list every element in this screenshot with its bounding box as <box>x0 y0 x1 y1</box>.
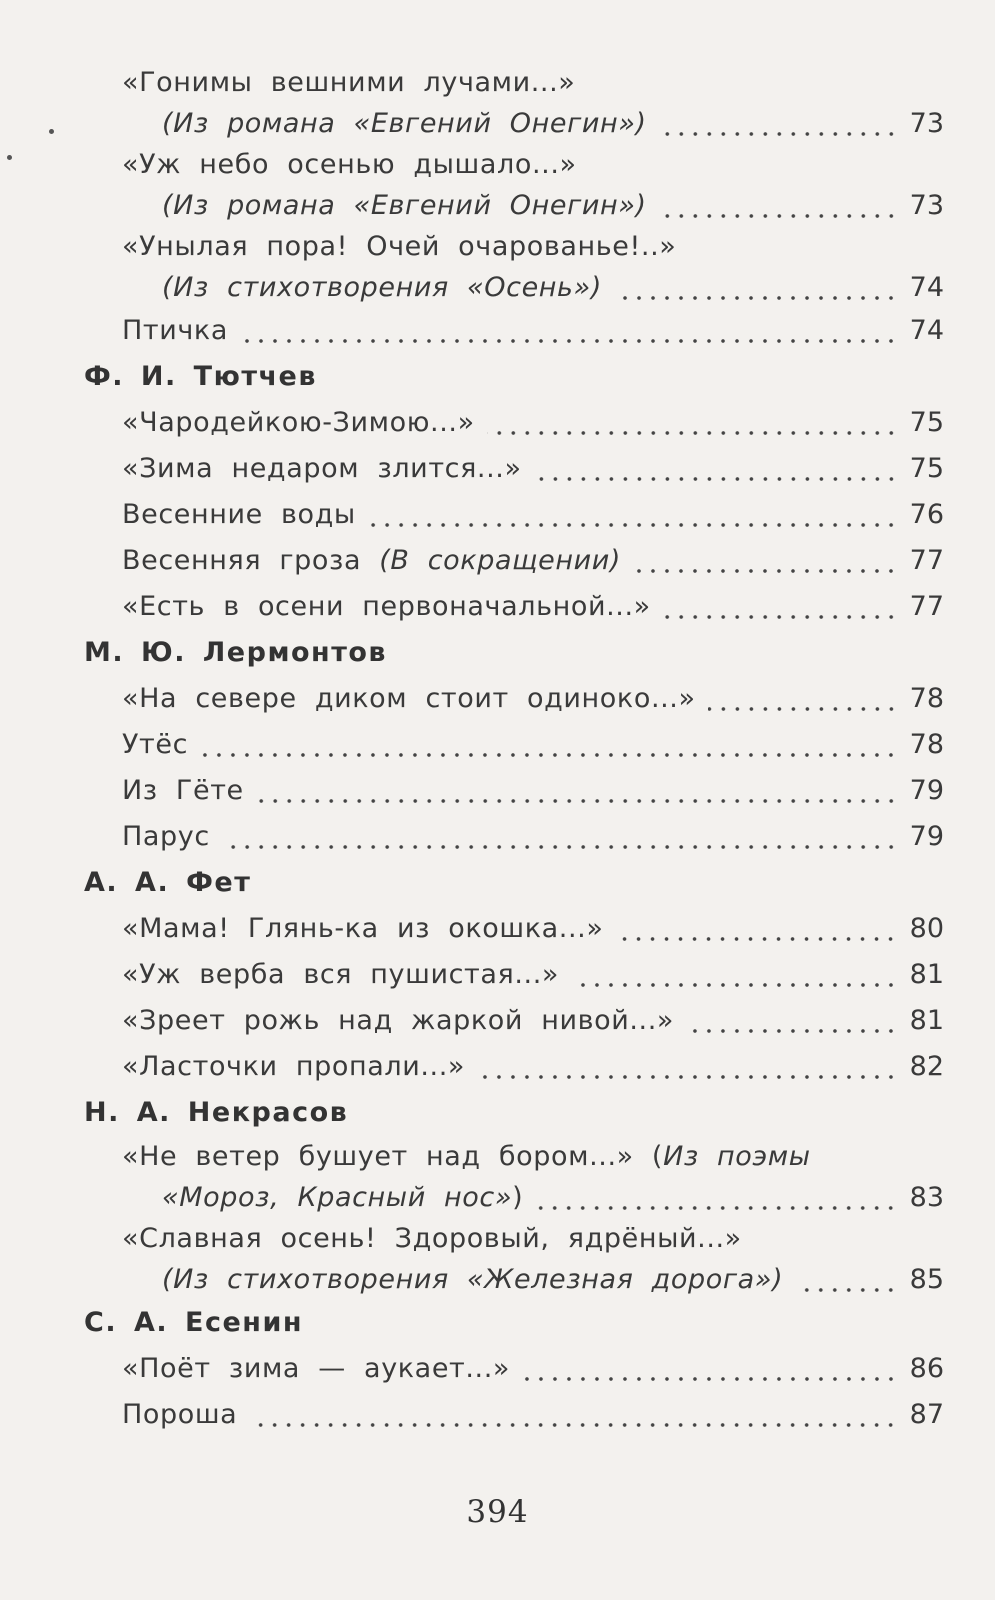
toc-entry-page: 76 <box>909 499 944 530</box>
toc-entry <box>84 998 944 1044</box>
table-of-contents <box>84 62 944 1438</box>
toc-entry <box>84 676 944 722</box>
print-speck <box>7 155 12 160</box>
toc-entry-title: «Поёт зима — аукает...» <box>122 1353 511 1384</box>
toc-entry-page: 86 <box>909 1353 944 1384</box>
toc-entry-line <box>122 768 944 814</box>
dot-leader <box>795 1288 898 1292</box>
toc-entry-title: «Не ветер бушует над бором...» ( <box>122 1141 664 1172</box>
toc-entry-title: Птичка <box>122 315 228 346</box>
toc-entry-line <box>122 1392 944 1438</box>
toc-entry <box>84 538 944 584</box>
toc-entry-line <box>122 1346 944 1392</box>
toc-entry-line <box>122 103 944 144</box>
toc-entry-page: 78 <box>909 729 944 760</box>
author-heading: Ф. И. Тютчев <box>84 361 317 392</box>
toc-entry-line <box>122 62 944 103</box>
toc-entry-page: 81 <box>909 1005 944 1036</box>
dot-leader <box>659 132 898 136</box>
toc-entry-line <box>122 1177 944 1218</box>
toc-entry-title: Парус <box>122 821 210 852</box>
toc-entry-line <box>122 584 944 630</box>
toc-entry-line <box>122 1044 944 1090</box>
toc-entry-page: 82 <box>909 1051 944 1082</box>
toc-entry-italic-note: Из поэмы <box>663 1141 811 1172</box>
toc-entry-page: 77 <box>909 591 944 622</box>
toc-entry-page: 79 <box>909 821 944 852</box>
author-heading: С. А. Есенин <box>84 1307 304 1338</box>
dot-leader <box>240 339 898 343</box>
toc-entry <box>84 1218 944 1300</box>
toc-entry <box>84 952 944 998</box>
dot-leader <box>659 214 898 218</box>
dot-leader <box>571 983 898 987</box>
toc-entry-title: «Чародейкою-Зимою...» <box>122 407 475 438</box>
toc-entry-title: «Уж верба вся пушистая...» <box>122 959 560 990</box>
toc-entry-line <box>122 952 944 998</box>
toc-entry-title: «Зима недаром злится...» <box>122 453 522 484</box>
dot-leader <box>633 569 898 573</box>
author-heading: М. Ю. Лермонтов <box>84 637 387 668</box>
toc-entry-title: «Ласточки пропали...» <box>122 1051 466 1082</box>
toc-entry-line <box>122 446 944 492</box>
dot-leader <box>535 1206 898 1210</box>
toc-entry-title: «Есть в осени первоначальной...» <box>122 591 651 622</box>
dot-leader <box>534 477 898 481</box>
toc-entry-source: (Из романа «Евгений Онегин») <box>162 190 647 221</box>
toc-entry-page: 79 <box>909 775 944 806</box>
toc-entry-line <box>122 267 944 308</box>
toc-entry-page: 75 <box>909 453 944 484</box>
toc-entry <box>84 1392 944 1438</box>
toc-entry <box>84 722 944 768</box>
toc-entry-title: Весенние воды <box>122 499 356 530</box>
dot-leader <box>200 753 898 757</box>
toc-entry-title: Пороша <box>122 1399 238 1430</box>
toc-entry <box>84 400 944 446</box>
toc-entry-source: (Из стихотворения «Осень») <box>162 272 602 303</box>
dot-leader <box>487 431 898 435</box>
dot-leader <box>222 845 898 849</box>
toc-entry-page: 77 <box>909 545 944 576</box>
dot-leader <box>249 1423 898 1427</box>
author-heading: А. А. Фет <box>84 867 252 898</box>
dot-leader <box>686 1029 898 1033</box>
toc-entry <box>84 226 944 308</box>
dot-leader <box>256 799 898 803</box>
toc-entry-page: 74 <box>909 315 944 346</box>
dot-leader <box>663 615 898 619</box>
toc-entry-italic-note: (В сокращении) <box>379 545 622 576</box>
toc-entry-title: «Гонимы вешними лучами...» <box>122 67 576 98</box>
toc-entry-line <box>122 676 944 722</box>
toc-entry-line <box>122 906 944 952</box>
toc-entry-title: Утёс <box>122 729 189 760</box>
toc-entry <box>84 1044 944 1090</box>
toc-entry-source: (Из романа «Евгений Онегин») <box>162 108 647 139</box>
toc-entry-page: 83 <box>909 1182 944 1213</box>
toc-entry-line <box>122 308 944 354</box>
toc-entry <box>84 814 944 860</box>
toc-entry-line <box>122 1136 944 1177</box>
toc-entry-source: (Из стихотворения «Железная дорога») <box>162 1264 784 1295</box>
toc-entry-page: 73 <box>909 108 944 139</box>
author-heading: Н. А. Некрасов <box>84 1097 349 1128</box>
dot-leader <box>368 523 898 527</box>
dot-leader <box>522 1377 898 1381</box>
toc-entry-title: «Славная осень! Здоровый, ядрёный...» <box>122 1223 742 1254</box>
toc-entry-line <box>122 226 944 267</box>
toc-entry-title: Из Гёте <box>122 775 244 806</box>
toc-entry-page: 81 <box>909 959 944 990</box>
toc-entry <box>84 768 944 814</box>
toc-entry-source: «Мороз, Красный нос» <box>162 1182 513 1213</box>
dot-leader <box>615 937 898 941</box>
toc-entry-line <box>122 492 944 538</box>
toc-entry-page: 73 <box>909 190 944 221</box>
toc-entry-title: Весенняя гроза <box>122 545 362 576</box>
toc-entry-line <box>122 814 944 860</box>
toc-entry-line <box>122 538 944 584</box>
toc-entry-page: 75 <box>909 407 944 438</box>
toc-entry <box>84 584 944 630</box>
toc-entry-page: 78 <box>909 683 944 714</box>
toc-entry-page: 85 <box>909 1264 944 1295</box>
toc-entry-line <box>122 1218 944 1259</box>
toc-entry-title: «Зреет рожь над жаркой нивой...» <box>122 1005 675 1036</box>
toc-entry <box>84 144 944 226</box>
dot-leader <box>614 296 898 300</box>
page-number: 394 <box>466 1494 529 1530</box>
toc-entry <box>84 1136 944 1218</box>
toc-entry-source-tail: ) <box>512 1182 524 1213</box>
toc-entry <box>84 62 944 144</box>
toc-entry <box>84 492 944 538</box>
toc-entry <box>84 1346 944 1392</box>
toc-entry <box>84 906 944 952</box>
toc-entry-line <box>122 144 944 185</box>
dot-leader <box>477 1075 898 1079</box>
toc-entry-page: 87 <box>909 1399 944 1430</box>
print-speck <box>49 129 54 134</box>
toc-entry-title: «На севере диком стоит одиноко...» <box>122 683 696 714</box>
toc-entry-page: 80 <box>909 913 944 944</box>
toc-entry <box>84 308 944 354</box>
dot-leader <box>708 707 898 711</box>
toc-entry-line <box>122 998 944 1044</box>
toc-entry-line <box>122 1259 944 1300</box>
toc-entry-title: «Уж небо осенью дышало...» <box>122 149 577 180</box>
toc-entry-title: «Мама! Глянь-ка из окошка...» <box>122 913 604 944</box>
toc-entry-title: «Унылая пора! Очей очарованье!..» <box>122 231 677 262</box>
toc-entry-line <box>122 185 944 226</box>
toc-entry-line <box>122 400 944 446</box>
toc-entry <box>84 446 944 492</box>
toc-entry-page: 74 <box>909 272 944 303</box>
toc-entry-line <box>122 722 944 768</box>
